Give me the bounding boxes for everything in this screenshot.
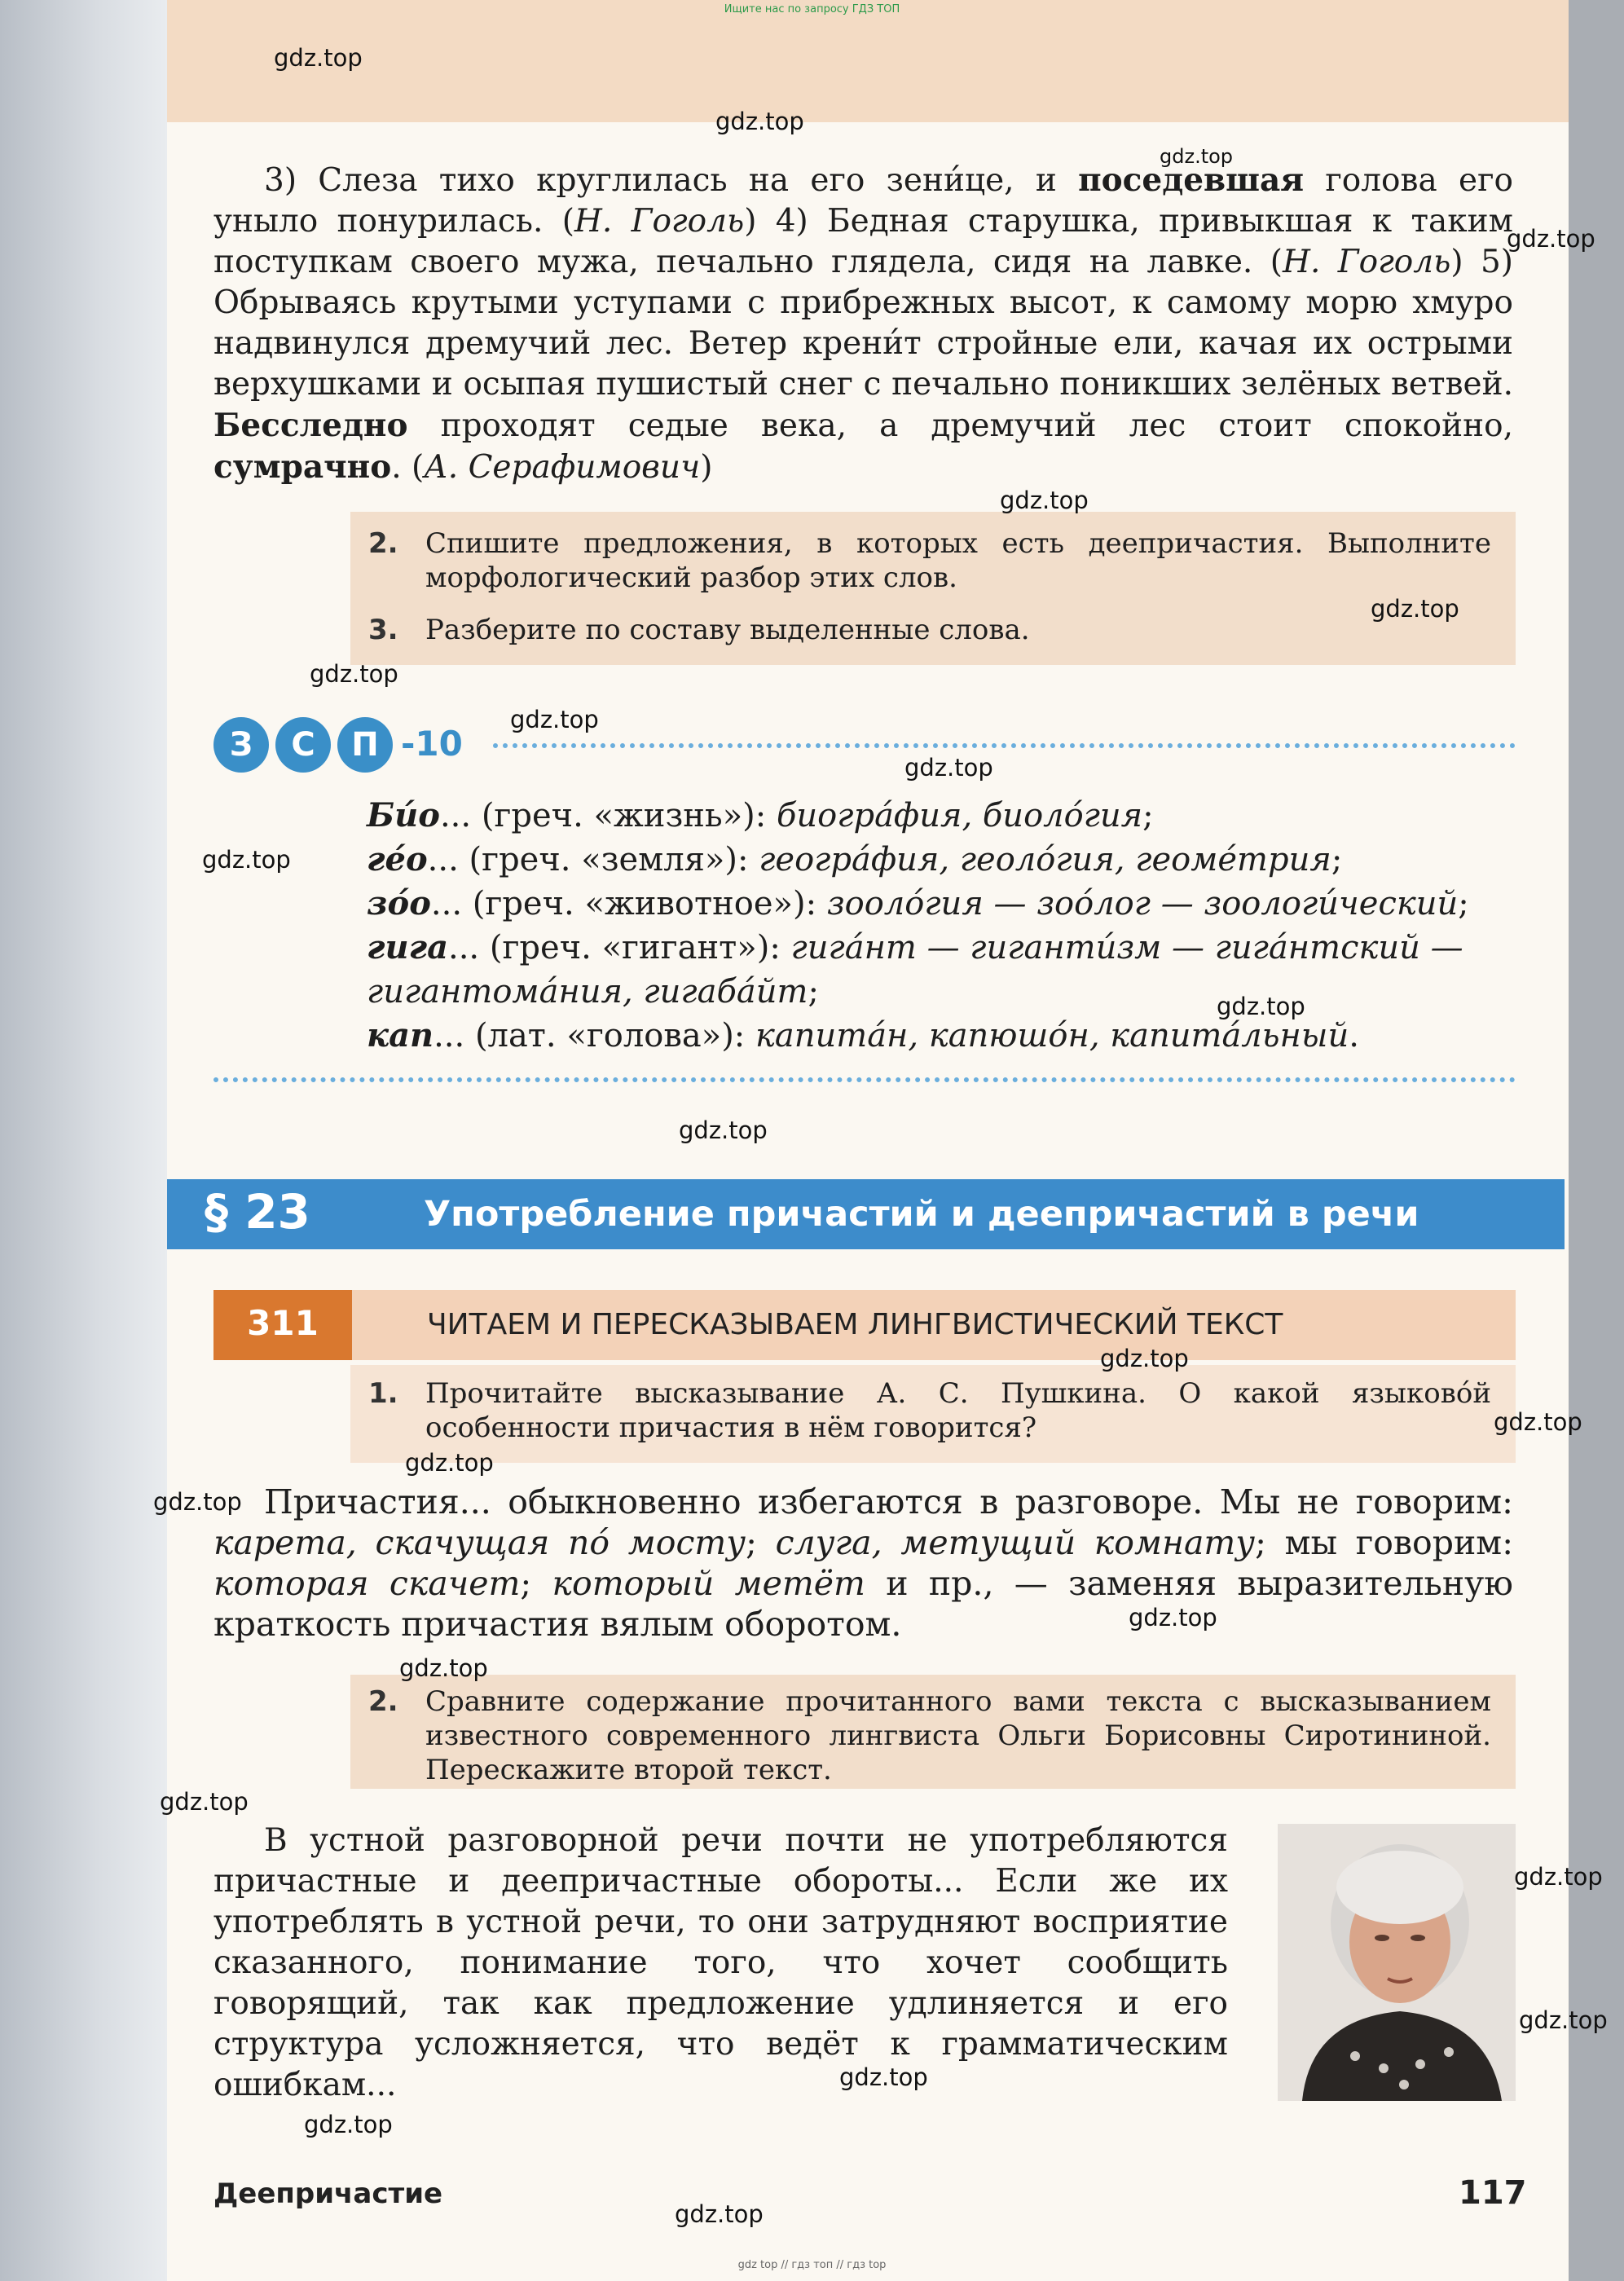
watermark: gdz.top [1507,225,1595,253]
top-note: Ищите нас по запросу ГДЗ ТОП [724,3,900,15]
zsp-number: -10 [401,724,463,764]
watermark: gdz.top [1519,2006,1608,2034]
watermark: gdz.top [1129,1604,1217,1631]
root: гига [367,928,448,967]
zsp-letter: П [337,717,393,773]
sirotinina-quote: В устной разговорной речи почти не употребляются причастные и деепричастные обороты... Если же их употреблять в устной речи, то они затрудняют восприятие сказанного, понимание того, что хочет сообщить говорящий, так как предложение удлиняется и его структура усложняется, что ведёт к грамматическим ошибкам... [213,1822,1228,2103]
example-phrase: которая скачет [213,1564,521,1603]
watermark: gdz.top [304,2111,393,2138]
pushkin-quote [213,1482,1513,1645]
task-text: Спишите предложения, в которых есть деепричастия. Выполните морфологический разбор этих слов. [425,527,1491,594]
bold-word: Бесследно [213,407,408,444]
root: зо́о [367,884,431,923]
task-number: 1. [368,1377,398,1410]
gloss: ... (греч. «земля»): [427,841,759,878]
watermark: gdz.top [679,1116,768,1144]
watermark: gdz.top [153,1488,242,1516]
exercise-task-box-1 [350,1365,1516,1463]
task-box-1 [350,512,1516,665]
gloss: ... (греч. «жизнь»): [439,797,777,834]
dotted-divider [493,743,1516,748]
watermark: gdz.top [399,1654,488,1682]
watermark: gdz.top [1514,1863,1603,1891]
right-page-edge [1569,0,1624,2281]
text-segment: 3) Слеза тихо круглилась на его зени́це, и [264,162,1079,199]
gloss: ... (лат. «голова»): [434,1017,755,1055]
root: Би́о [367,796,440,834]
task-text: Разберите по составу выделенные слова. [425,614,1030,646]
punct: ; [808,973,819,1011]
watermark: gdz.top [1000,487,1089,514]
task-number: 2. [368,1685,398,1718]
task-number: 3. [368,614,398,646]
top-color-band [167,0,1569,122]
watermark: gdz.top [202,846,291,874]
bold-word: сумрачно [213,448,392,486]
author-name: А. Серафимович [424,449,701,486]
watermark: gdz.top [160,1788,249,1816]
portrait-photo [1278,1824,1516,2101]
section-title: Употребление причастий и деепричастий в речи [424,1194,1419,1235]
author-name: Н. Гоголь [574,203,745,240]
text-segment: ; [520,1564,552,1603]
watermark: gdz.top [1494,1408,1582,1436]
author-name: Н. Гоголь [1282,244,1451,280]
root: ге́о [367,840,428,878]
punct: ; [1458,885,1469,923]
example-phrase: который метёт [552,1564,865,1603]
watermark: gdz.top [1160,145,1234,168]
watermark: gdz.top [1371,595,1459,623]
watermark: gdz.top [675,2200,764,2228]
exercise-heading-bar [352,1290,1516,1360]
zsp-letter: З [213,717,269,773]
watermark: gdz.top [1100,1345,1189,1372]
bottom-note: gdz top // гдз топ // гдз top [737,2259,887,2271]
examples: гига́нт — гиганти́зм — гига́нтский — гигантома́ния, гигаба́йт [367,929,1463,1011]
gloss: ... (греч. «гигант»): [448,929,791,967]
left-page-gutter [0,0,167,2281]
text-segment: ; мы говорим: [1255,1523,1514,1562]
vocabulary-block [367,794,1507,1058]
root: кап [367,1016,434,1055]
vocab-line [367,1014,1507,1058]
dotted-divider [213,1077,1516,1082]
watermark: gdz.top [839,2063,928,2091]
example-phrase: слуга, метущий комнату [775,1523,1256,1562]
watermark: gdz.top [274,44,363,72]
gloss: ... (греч. «животное»): [430,885,827,923]
text-segment: ; [746,1523,776,1562]
example-phrase: карета, скачущая по́ мосту [213,1523,746,1562]
text-segment: проходят седые века, а дремучий лес стоит спокойно, [407,407,1513,444]
text-segment: Причастия... обыкновенно избегаются в разговоре. Мы не говорим: [264,1482,1513,1521]
page-number: 117 [1459,2174,1527,2212]
text-segment: голова его уныло понурилась. ( [213,162,1513,240]
footer-chapter: Деепричастие [213,2178,443,2210]
punct: . [1349,1017,1359,1055]
watermark: gdz.top [310,660,398,688]
watermark: gdz.top [510,706,599,733]
exercise-number-tab [213,1290,352,1360]
task-text: Сравните содержание прочитанного вами текста с высказыванием известного современного лингвиста Ольги Борисовны Сиротининой. Перескажите второй текст. [425,1685,1491,1786]
watermark: gdz.top [904,754,993,782]
task-number: 2. [368,527,398,560]
watermark: gdz.top [715,108,804,135]
text-segment: ) 4) Бедная старушка, привыкшая к таким поступкам своего мужа, печально глядела, сидя на лавке. ( [213,203,1513,280]
section-number: § 23 [205,1184,310,1240]
vocab-line [367,882,1507,1014]
vocab-line [367,794,1507,838]
examples: зооло́гия — зоо́лог — зоологи́ческий [826,885,1459,923]
text-segment: ) [700,449,713,486]
watermark: gdz.top [1217,993,1305,1020]
portrait-image [1278,1824,1516,2101]
text-segment: . ( [391,449,425,486]
task-text: Прочитайте высказывание А. С. Пушкина. О какой языково́й особенности причастия в нём говорится? [425,1377,1491,1444]
vocab-line [367,838,1507,882]
section-header [167,1179,1565,1249]
bold-word: поседевшая [1078,161,1305,199]
text-segment: ) 5) Обрываясь крутыми уступами с прибрежных высот, к самому морю хмуро надвинулся дремучий лес. Ветер крени́т стройные ели, качая их острыми верхушками и осыпая пушистый снег с печально поникших зелёных ветвей. [213,244,1513,403]
examples: капита́н, капюшо́н, капита́льный [755,1017,1349,1055]
exercise-number: 311 [247,1303,319,1343]
text-paragraph-1 [213,160,1513,488]
exercise-task-box-2 [350,1675,1516,1789]
examples: геогра́фия, геоло́гия, геоме́трия [759,841,1331,878]
punct: ; [1142,797,1154,834]
examples: биогра́фия, биоло́гия [776,797,1143,834]
text-segment: и пр., — заменяя выразительную краткость причастия вялым оборотом. [213,1564,1513,1644]
exercise-heading: ЧИТАЕМ И ПЕРЕСКАЗЫВАЕМ ЛИНГВИСТИЧЕСКИЙ ТЕКСТ [427,1308,1283,1341]
zsp-letter: С [275,717,331,773]
punct: ; [1331,841,1343,878]
watermark: gdz.top [405,1449,494,1477]
